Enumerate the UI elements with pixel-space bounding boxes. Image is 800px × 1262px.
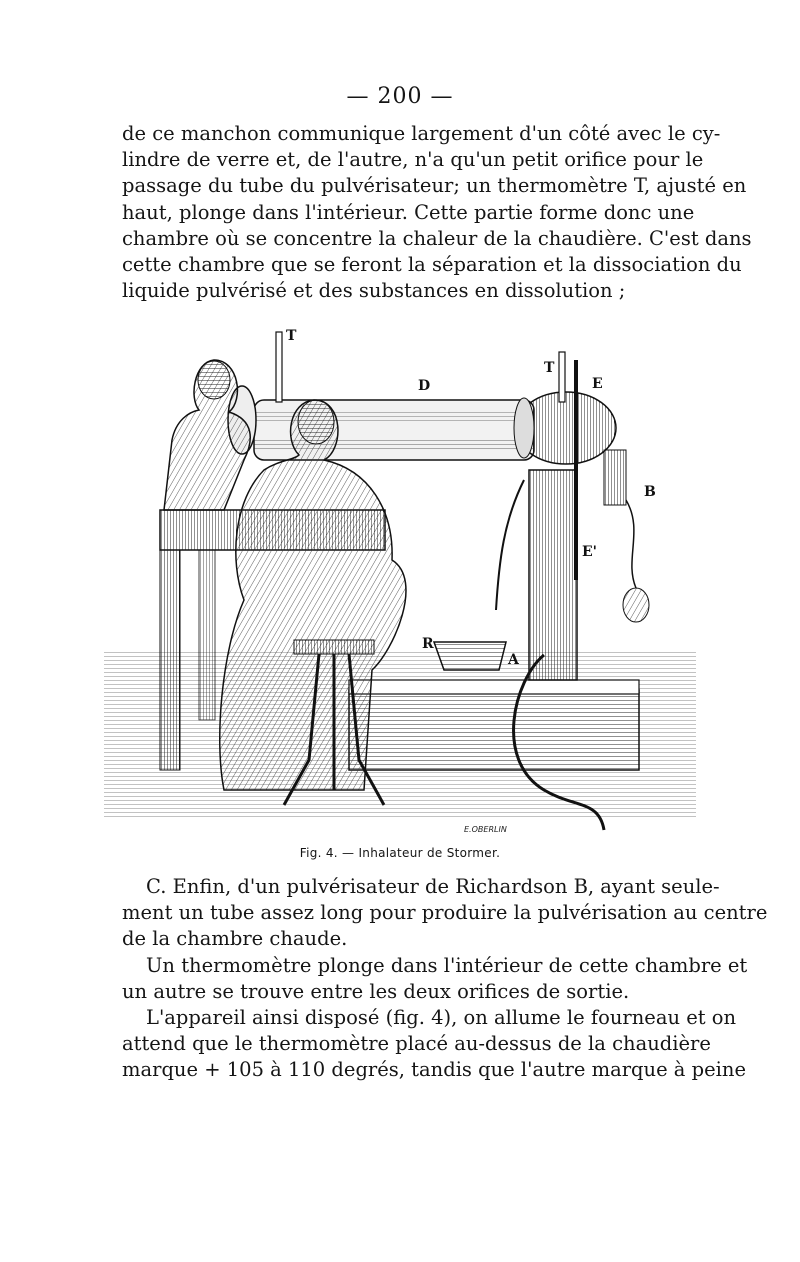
label-e: E [592,376,603,392]
label-e-prime: E' [582,544,597,560]
label-t-left: T [286,328,297,344]
text-line: haut, plonge dans l'intérieur. Cette partie forme donc une [122,200,695,224]
top-paragraph [122,121,752,304]
engraving-illustration [104,320,696,840]
text-line: un autre se trouve entre les deux orifices de sortie. [122,979,630,1003]
figure-inhalateur [104,320,696,840]
page-number: — 200 — [346,84,454,109]
stool [294,640,374,654]
text-line: lindre de verre et, de l'autre, n'a qu'un petit orifice pour le [122,148,704,172]
label-b: B [644,484,656,500]
text-line: passage du tube du pulvérisateur; un thermomètre T, ajusté en [122,174,747,198]
label-r: R [422,636,434,652]
body-paragraphs [122,874,768,1084]
thermometer-left [276,332,282,402]
figure-caption: Fig. 4. — Inhalateur de Stormer. [299,846,501,860]
text-line: chambre où se concentre la chaleur de la chaudière. C'est dans [122,226,752,250]
bowl [434,642,506,670]
text-line: de la chambre chaude. [122,927,348,951]
text-line: C. Enfin, d'un pulvérisateur de Richardson B, ayant seule- [146,875,720,898]
apparatus-column [529,470,577,680]
apparatus-base [349,690,639,770]
text-line: Un thermomètre plonge dans l'intérieur de cette chambre et [146,953,748,977]
label-a: A [508,652,519,668]
text-line: attend que le thermomètre placé au-dessus de la chaudière [122,1032,711,1056]
label-d: D [418,378,431,394]
text-line: L'appareil ainsi disposé (fig. 4), on allume le fourneau et on [146,1006,737,1030]
text-line: ment un tube assez long pour produire la pulvérisation au centre [122,901,768,925]
pulverizer [604,450,626,505]
text-line: cette chambre que se feront la séparation et la dissociation du [122,253,742,277]
engraver-signature: E.OBERLIN [464,825,507,834]
text-line: marque + 105 à 110 degrés, tandis que l'autre marque à peine [122,1058,746,1082]
label-t-right: T [544,360,555,376]
pulverizer-bulb [623,588,649,622]
text-line: de ce manchon communique largement d'un côté avec le cy- [122,122,721,145]
text-line: liquide pulvérisé et des substances en dissolution ; [122,279,626,303]
thermometer-right [559,352,565,402]
